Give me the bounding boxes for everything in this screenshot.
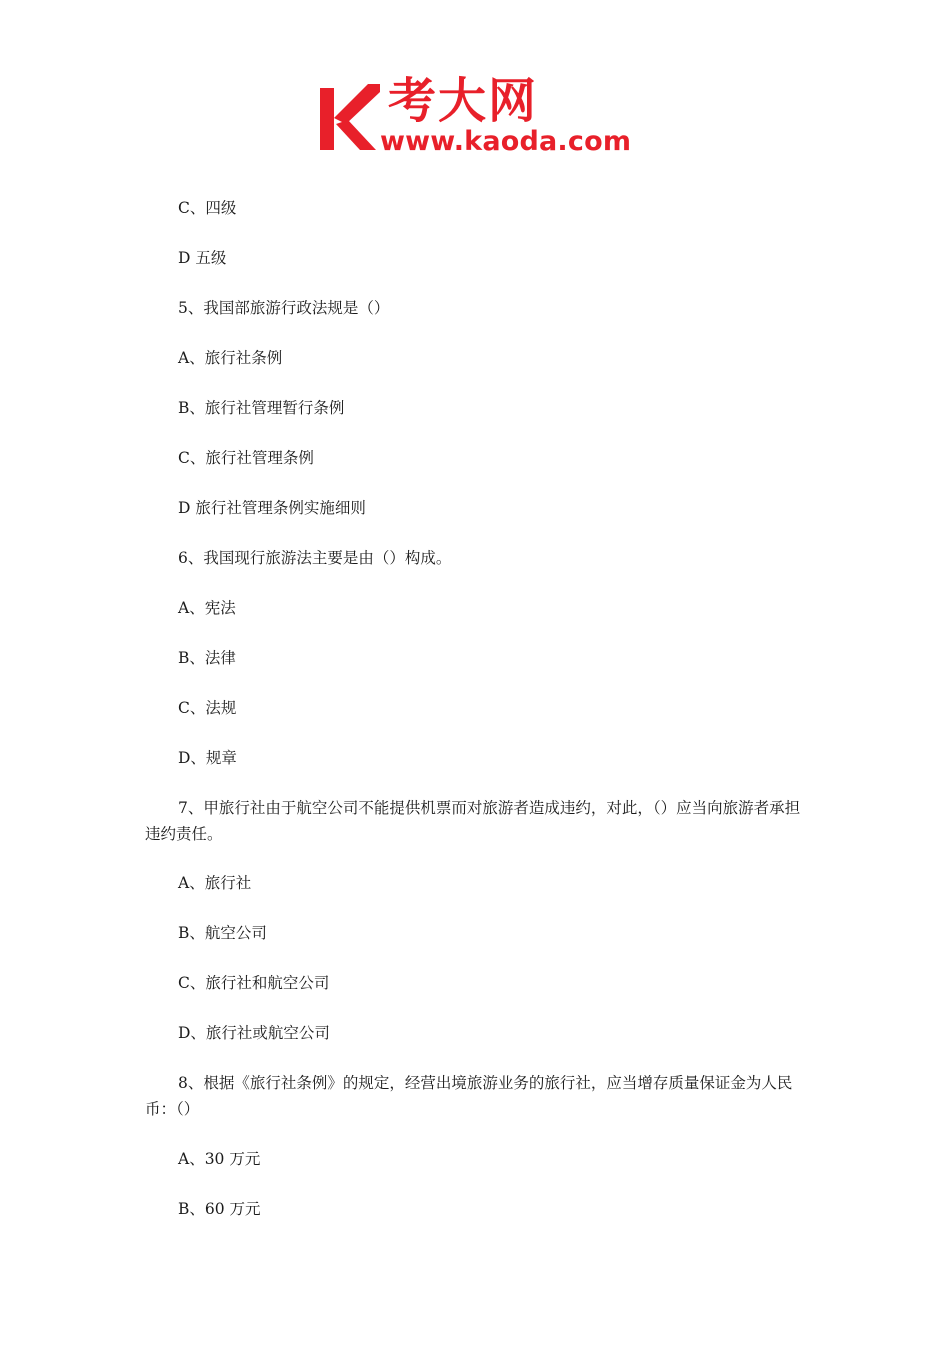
question-6: 6、我国现行旅游法主要是由（）构成。 <box>178 549 452 567</box>
kaoda-logo <box>318 74 640 160</box>
logo-url: www.kaoda.com <box>380 126 632 157</box>
option-q6-a: A、宪法 <box>178 599 236 617</box>
option-q7-b: B、航空公司 <box>178 924 267 942</box>
option-q6-d: D、规章 <box>178 749 237 767</box>
question-7: 7、甲旅行社由于航空公司不能提供机票而对旅游者造成违约，对此，（）应当向旅游者承担违约责任。 <box>145 799 801 843</box>
option-q6-c: C、法规 <box>178 699 237 717</box>
question-5: 5、我国部旅游行政法规是（） <box>178 299 390 317</box>
option-q5-c: C、旅行社管理条例 <box>178 449 314 467</box>
option-q4-c: C、四级 <box>178 199 237 217</box>
option-q8-a: A、30 万元 <box>178 1150 261 1168</box>
option-q7-d: D、旅行社或航空公司 <box>178 1024 330 1042</box>
question-8: 8、根据《旅行社条例》的规定，经营出境旅游业务的旅行社，应当增存质量保证金为人民币：（） <box>145 1074 793 1118</box>
option-q6-b: B、法律 <box>178 649 236 667</box>
logo-brand-cn: 考大网 <box>388 73 539 129</box>
option-q5-d: D 旅行社管理条例实施细则 <box>178 499 366 517</box>
option-q7-c: C、旅行社和航空公司 <box>178 974 330 992</box>
logo-k-mark-icon <box>318 80 382 152</box>
option-q8-b: B、60 万元 <box>178 1200 261 1218</box>
option-q4-d: D 五级 <box>178 249 227 267</box>
option-q5-a: A、旅行社条例 <box>178 349 283 367</box>
option-q7-a: A、旅行社 <box>178 874 252 892</box>
option-q5-b: B、旅行社管理暂行条例 <box>178 399 345 417</box>
